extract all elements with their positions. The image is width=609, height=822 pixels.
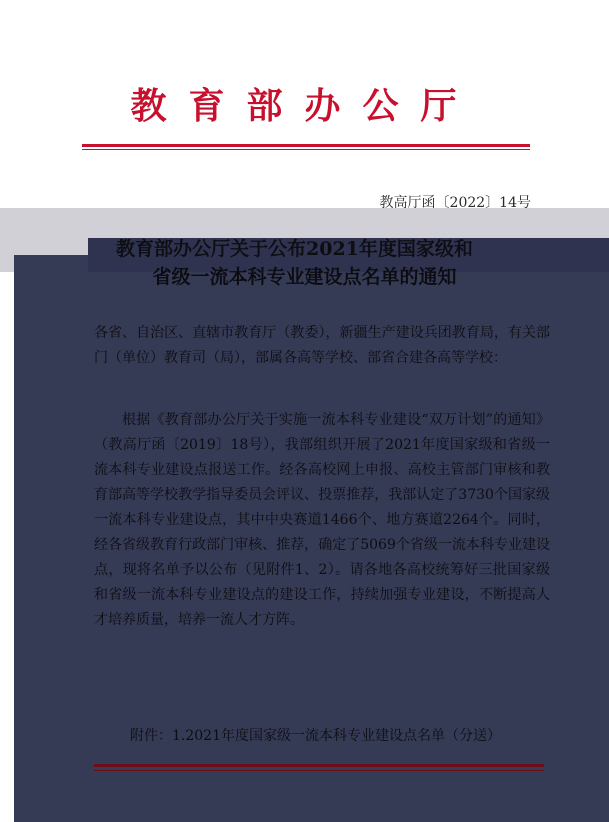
- document-number: 教高厅函〔2022〕14号: [379, 195, 531, 211]
- issuing-office-header: 教育部办公厅: [130, 85, 479, 127]
- recipients-paragraph: 各省、自治区、直辖市教育厅（教委），新疆生产建设兵团教育局，有关部门（单位）教育司（局），部属各高等学校、部省合建各高等学校：: [94, 325, 550, 366]
- bottom-rule-thin: [94, 770, 544, 771]
- left-margin-strip: [0, 272, 14, 822]
- main-paragraph: 根据《教育部办公厅关于实施一流本科专业建设“双万计划”的通知》（教高厅函〔2019〕18号），我部组织开展了2021年度国家级和省级一流本科专业建设点报送工作。经各高校网上申报、高校主管部门审核和教育部高等学校教学指导委员会评议、投票推荐，我部认定了3730个国家级一流本科专业建设点，其中中央赛道1466个、地方赛道2264个。同时，经各省级教育行政部门审核、推荐，确定了5069个省级一流本科专业建设点，现将名单予以公布（见附件1、2）。请各地各高校统筹好三批国家级和省级一流本科专业建设点的建设工作，持续加强专业建设，不断提高人才培养质量，培养一流人才方阵。: [94, 412, 550, 628]
- attachment-line: 附件：1.2021年度国家级一流本科专业建设点名单（分送）: [130, 728, 501, 744]
- title-line-2: 省级一流本科专业建设点名单的通知: [152, 266, 457, 288]
- red-rule-thin: [82, 149, 530, 150]
- title-line-1: 教育部办公厅关于公布2021年度国家级和: [116, 238, 473, 260]
- red-rule-thick: [82, 144, 530, 147]
- bottom-rule-thick: [94, 764, 544, 767]
